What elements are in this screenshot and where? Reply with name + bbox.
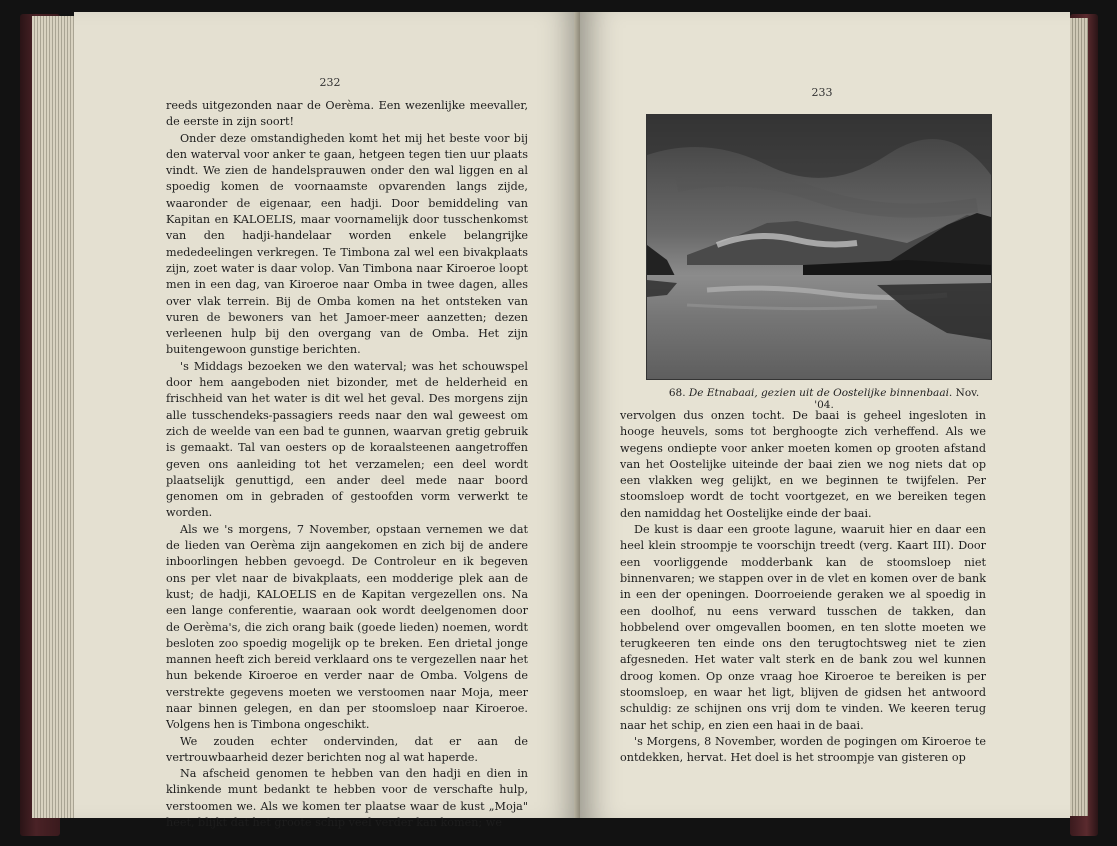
page-number-left: 232 xyxy=(319,76,341,89)
caption-date: Nov. '04. xyxy=(814,387,980,411)
page-edges-left xyxy=(32,16,74,818)
paragraph: We zouden echter ondervinden, dat er aan de vertrouwbaarheid dezer berichten nog al wat haperde. xyxy=(166,734,528,764)
right-page xyxy=(580,12,1070,818)
left-page xyxy=(74,12,580,830)
paragraph: vervolgen dus onzen tocht. De baai is geheel ingesloten in hooge heuvels, soms tot berghoogte zich verheffend. Als we wegens ondiepte voor anker moeten komen op grooten afstand van het Oostelijke uiteinde der baai zien we nog niets dat op een vlakken weg gelijkt, en we beginnen te twijfelen. Per stoomsloep wordt de tocht voortgezet, en we bereiken tegen den namiddag het Oostelijke einde der baai. xyxy=(620,409,986,520)
paragraph: 's Middags bezoeken we den waterval; was het schouwspel door hem aangeboden niet bizonder, met de helderheid en frischheid van het water is dit wel het geval. Des morgens zijn alle tusschendeks-passagiers reeds naar den wal geweest om zich de weelde van een bad te gunnen, waarvan gretig gebruik is gemaakt. Tal van oesters op de koraalsteenen aangetroffen geven ons aanleiding tot het verzamelen; een deel wordt plaatselijk genuttigd, een ander deel mede naar boord genomen om in gebraden of gestoofden vorm verwerkt te worden. xyxy=(166,359,528,520)
paragraph: 's Morgens, 8 November, worden de pogingen om Kiroeroe te ontdekken, hervat. Het doel is het stroompje van gisteren op xyxy=(620,734,986,765)
right-page-text xyxy=(620,408,986,767)
paragraph: reeds uitgezonden naar de Oerèma. Een wezenlijke meevaller, de eerste in zijn soort! xyxy=(166,99,528,129)
paragraph: Onder deze omstandigheden komt het mij het beste voor bij den waterval voor anker te gaan, hetgeen tegen tien uur plaats vindt. We zien de handelsprauwen onder den wal liggen en al spoedig komen de voornaamste opvarenden langs zijde, waaronder de eigenaar, een hadji. Door bemiddeling van Kapitan en KALOELIS, maar voornamelijk door tusschenkomst van den hadji-handelaar worden enkele belangrijke mededeelingen verkregen. Te Timbona zal wel een bivakplaats zijn, zoet water is daar volop. Van Timbona naar Kiroeroe loopt men in een dag, van Kiroeroe naar Omba in twee dagen, alles over vlak terrein. Bij de Omba komen na het ontsteken van vuren de bewoners van het Jamoer-meer aanzetten; dezen verleenen hulp bij den overgang van de Omba. Het zijn buitengewoon gunstige berichten. xyxy=(166,131,528,357)
caption-title: De Etnabaai, gezien uit de Oostelijke binnenbaai. xyxy=(688,387,953,399)
page-number-right: 233 xyxy=(811,86,833,99)
caption-number: 68. xyxy=(668,387,686,399)
left-page-text xyxy=(166,98,528,831)
lake-photograph xyxy=(646,114,992,380)
paragraph: Als we 's morgens, 7 November, opstaan vernemen we dat de lieden van Oerèma zijn aangekomen en zich bij de andere inboorlingen hebben gevoegd. De Controleur en ik begeven ons per vlet naar de bivakplaats, een modderige plek aan de kust; de hadji, KALOELIS en de Kapitan vergezellen ons. Na een lange conferentie, waaraan ook wordt deelgenomen door de Oerèma's, die zich orang baik (goede lieden) noemen, wordt besloten zoo spoedig mogelijk op te breken. Een drietal jonge mannen heeft zich bereid verklaard ons te vergezellen naar het hun bekende Kiroeroe en verder naar de Omba. Volgens de verstrekte gegevens moeten we verstoomen naar Moja, meer naar binnen gelegen, en dan per stoomsloep naar Kiroeroe. Volgens hen is Timbona ongeschikt. xyxy=(166,522,528,732)
paragraph: Na afscheid genomen te hebben van den hadji en dien in klinkende munt bedankt te hebben voor de verschafte hulp, verstoomen we. Als we komen ter plaatse waar de kust „Moja" heet, blijkt dat het groote schip veel verder kan komen; we xyxy=(166,767,528,830)
paragraph: De kust is daar een groote lagune, waaruit hier en daar een heel klein stroompje te voorschijn treedt (verg. Kaart III). Door een voorliggende modderbank kan de stoomsloep niet binnenvaren; we stappen over in de vlet en komen over de bank in een der openingen. Doorroeiende geraken we al spoedig in een doolhof, nu eens verward tusschen de takken, dan hobbelend over omgevallen boomen, en ten slotte moeten we terugkeeren ten einde ons den terugtochtsweg niet te zien afgesneden. Het water valt sterk en de bank zou wel kunnen droog komen. Op onze vraag hoe Kiroeroe te bereiken is per stoomsloep, en waar het ligt, blijven de gidsen het antwoord schuldig: ze schijnen ons vrij dom te vinden. We keeren terug naar het schip, en zien een haai in de baai. xyxy=(620,523,986,732)
